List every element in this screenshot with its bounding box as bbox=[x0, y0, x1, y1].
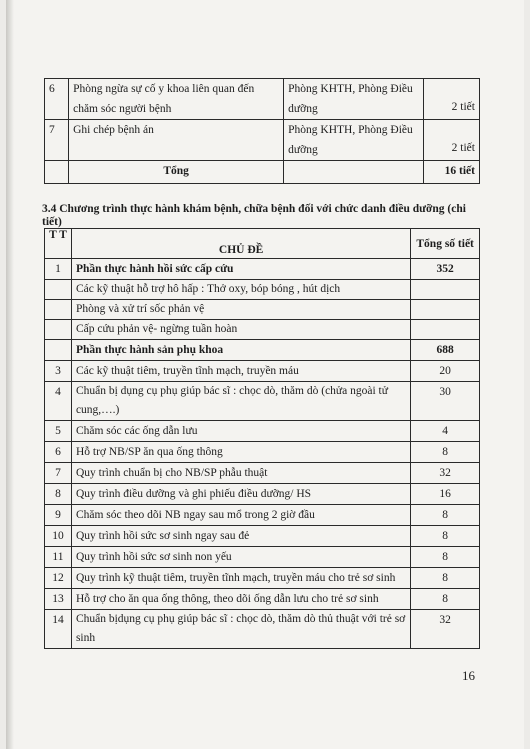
row-total: 32 bbox=[411, 610, 480, 649]
header-topic: CHỦ ĐỀ bbox=[71, 229, 410, 259]
row-topic: Chăm sóc theo dõi NB ngay sau mổ trong 2 giờ đầu bbox=[71, 505, 410, 526]
row-total: 688 bbox=[411, 340, 480, 361]
row-topic: Chuẩn bị dụng cụ phụ giúp bác sĩ : chọc dò, thăm dò (chửa ngoài tử cung,….) bbox=[71, 382, 410, 421]
table-row bbox=[45, 463, 480, 484]
row-total: 8 bbox=[411, 442, 480, 463]
row-topic: Phần thực hành sản phụ khoa bbox=[71, 340, 410, 361]
row-total: 352 bbox=[411, 259, 480, 280]
table-row bbox=[45, 484, 480, 505]
row-total: 8 bbox=[411, 568, 480, 589]
table-row bbox=[45, 610, 480, 649]
table-row bbox=[45, 526, 480, 547]
blank-cell bbox=[284, 161, 424, 184]
table-row bbox=[45, 280, 480, 300]
total-label: Tổng bbox=[69, 161, 284, 184]
table-row bbox=[45, 361, 480, 382]
row-topic: Các kỹ thuật hỗ trợ hô hấp : Thở oxy, bóp bóng , hút dịch bbox=[71, 280, 410, 300]
row-total bbox=[411, 300, 480, 320]
row-number: 4 bbox=[45, 382, 72, 421]
row-number bbox=[45, 320, 72, 340]
row-total: 30 bbox=[411, 382, 480, 421]
row-number: 5 bbox=[45, 421, 72, 442]
row-number: 13 bbox=[45, 589, 72, 610]
row-topic: Chăm sóc các ống dẫn lưu bbox=[71, 421, 410, 442]
row-topic: Cấp cứu phản vệ- ngừng tuần hoàn bbox=[71, 320, 410, 340]
table-row bbox=[45, 120, 480, 161]
row-total: 16 bbox=[411, 484, 480, 505]
row-time: 2 tiết bbox=[423, 79, 479, 120]
row-topic: Ghi chép bệnh án bbox=[69, 120, 284, 161]
row-total: 8 bbox=[411, 547, 480, 568]
total-row bbox=[45, 161, 480, 184]
table-row bbox=[45, 547, 480, 568]
row-topic: Phòng và xử trí sốc phản vệ bbox=[71, 300, 410, 320]
row-number: 9 bbox=[45, 505, 72, 526]
row-number: 3 bbox=[45, 361, 72, 382]
row-number: 11 bbox=[45, 547, 72, 568]
row-topic: Phòng ngừa sự cố y khoa liên quan đến chăm sóc người bệnh bbox=[69, 79, 284, 120]
row-number bbox=[45, 300, 72, 320]
total-value: 16 tiết bbox=[423, 161, 479, 184]
row-topic: Quy trình kỹ thuật tiêm, truyền tĩnh mạch, truyền máu cho trẻ sơ sinh bbox=[71, 568, 410, 589]
row-number bbox=[45, 340, 72, 361]
row-total: 8 bbox=[411, 526, 480, 547]
row-total: 20 bbox=[411, 361, 480, 382]
row-topic: Quy trình điều dưỡng và ghi phiếu điều dưỡng/ HS bbox=[71, 484, 410, 505]
row-number: 6 bbox=[45, 79, 69, 120]
row-topic: Phần thực hành hồi sức cấp cứu bbox=[71, 259, 410, 280]
row-topic: Quy trình chuẩn bị cho NB/SP phẫu thuật bbox=[71, 463, 410, 484]
practice-program-table bbox=[44, 228, 480, 649]
row-topic: Các kỹ thuật tiêm, truyền tĩnh mạch, truyền máu bbox=[71, 361, 410, 382]
row-unit: Phòng KHTH, Phòng Điều dưỡng bbox=[284, 79, 424, 120]
row-number: 7 bbox=[45, 120, 69, 161]
row-topic: Hỗ trợ cho ăn qua ống thông, theo dõi ống dẫn lưu cho trẻ sơ sinh bbox=[71, 589, 410, 610]
header-tt: T T bbox=[45, 229, 72, 259]
row-total bbox=[411, 320, 480, 340]
row-topic: Chuẩn bịdụng cụ phụ giúp bác sĩ : chọc dò, thăm dò thủ thuật với trẻ sơ sinh bbox=[71, 610, 410, 649]
table-row bbox=[45, 320, 480, 340]
row-number: 7 bbox=[45, 463, 72, 484]
row-number: 14 bbox=[45, 610, 72, 649]
table-row bbox=[45, 300, 480, 320]
table-header-row bbox=[45, 229, 480, 259]
header-total: Tổng số tiết bbox=[411, 229, 480, 259]
row-time: 2 tiết bbox=[423, 120, 479, 161]
row-number: 10 bbox=[45, 526, 72, 547]
table-row bbox=[45, 442, 480, 463]
training-schedule-table-continued bbox=[44, 78, 480, 184]
row-total bbox=[411, 280, 480, 300]
table-row bbox=[45, 340, 480, 361]
row-unit: Phòng KHTH, Phòng Điều dưỡng bbox=[284, 120, 424, 161]
row-number bbox=[45, 280, 72, 300]
blank-cell bbox=[45, 161, 69, 184]
section-heading: 3.4 Chương trình thực hành khám bệnh, chữa bệnh đối với chức danh điều dưỡng (chi tiết) bbox=[42, 203, 466, 228]
table-row bbox=[45, 505, 480, 526]
table-row bbox=[45, 589, 480, 610]
table-row bbox=[45, 421, 480, 442]
row-topic: Quy trình hồi sức sơ sinh ngay sau đẻ bbox=[71, 526, 410, 547]
table-row bbox=[45, 568, 480, 589]
row-topic: Hỗ trợ NB/SP ăn qua ống thông bbox=[71, 442, 410, 463]
row-total: 32 bbox=[411, 463, 480, 484]
row-total: 4 bbox=[411, 421, 480, 442]
row-total: 8 bbox=[411, 505, 480, 526]
table-row bbox=[45, 79, 480, 120]
row-number: 12 bbox=[45, 568, 72, 589]
row-number: 1 bbox=[45, 259, 72, 280]
row-number: 6 bbox=[45, 442, 72, 463]
row-total: 8 bbox=[411, 589, 480, 610]
page-number: 16 bbox=[462, 668, 475, 683]
table-row bbox=[45, 382, 480, 421]
table-row bbox=[45, 259, 480, 280]
row-topic: Quy trình hồi sức sơ sinh non yếu bbox=[71, 547, 410, 568]
binding-shadow bbox=[6, 0, 14, 749]
row-number: 8 bbox=[45, 484, 72, 505]
